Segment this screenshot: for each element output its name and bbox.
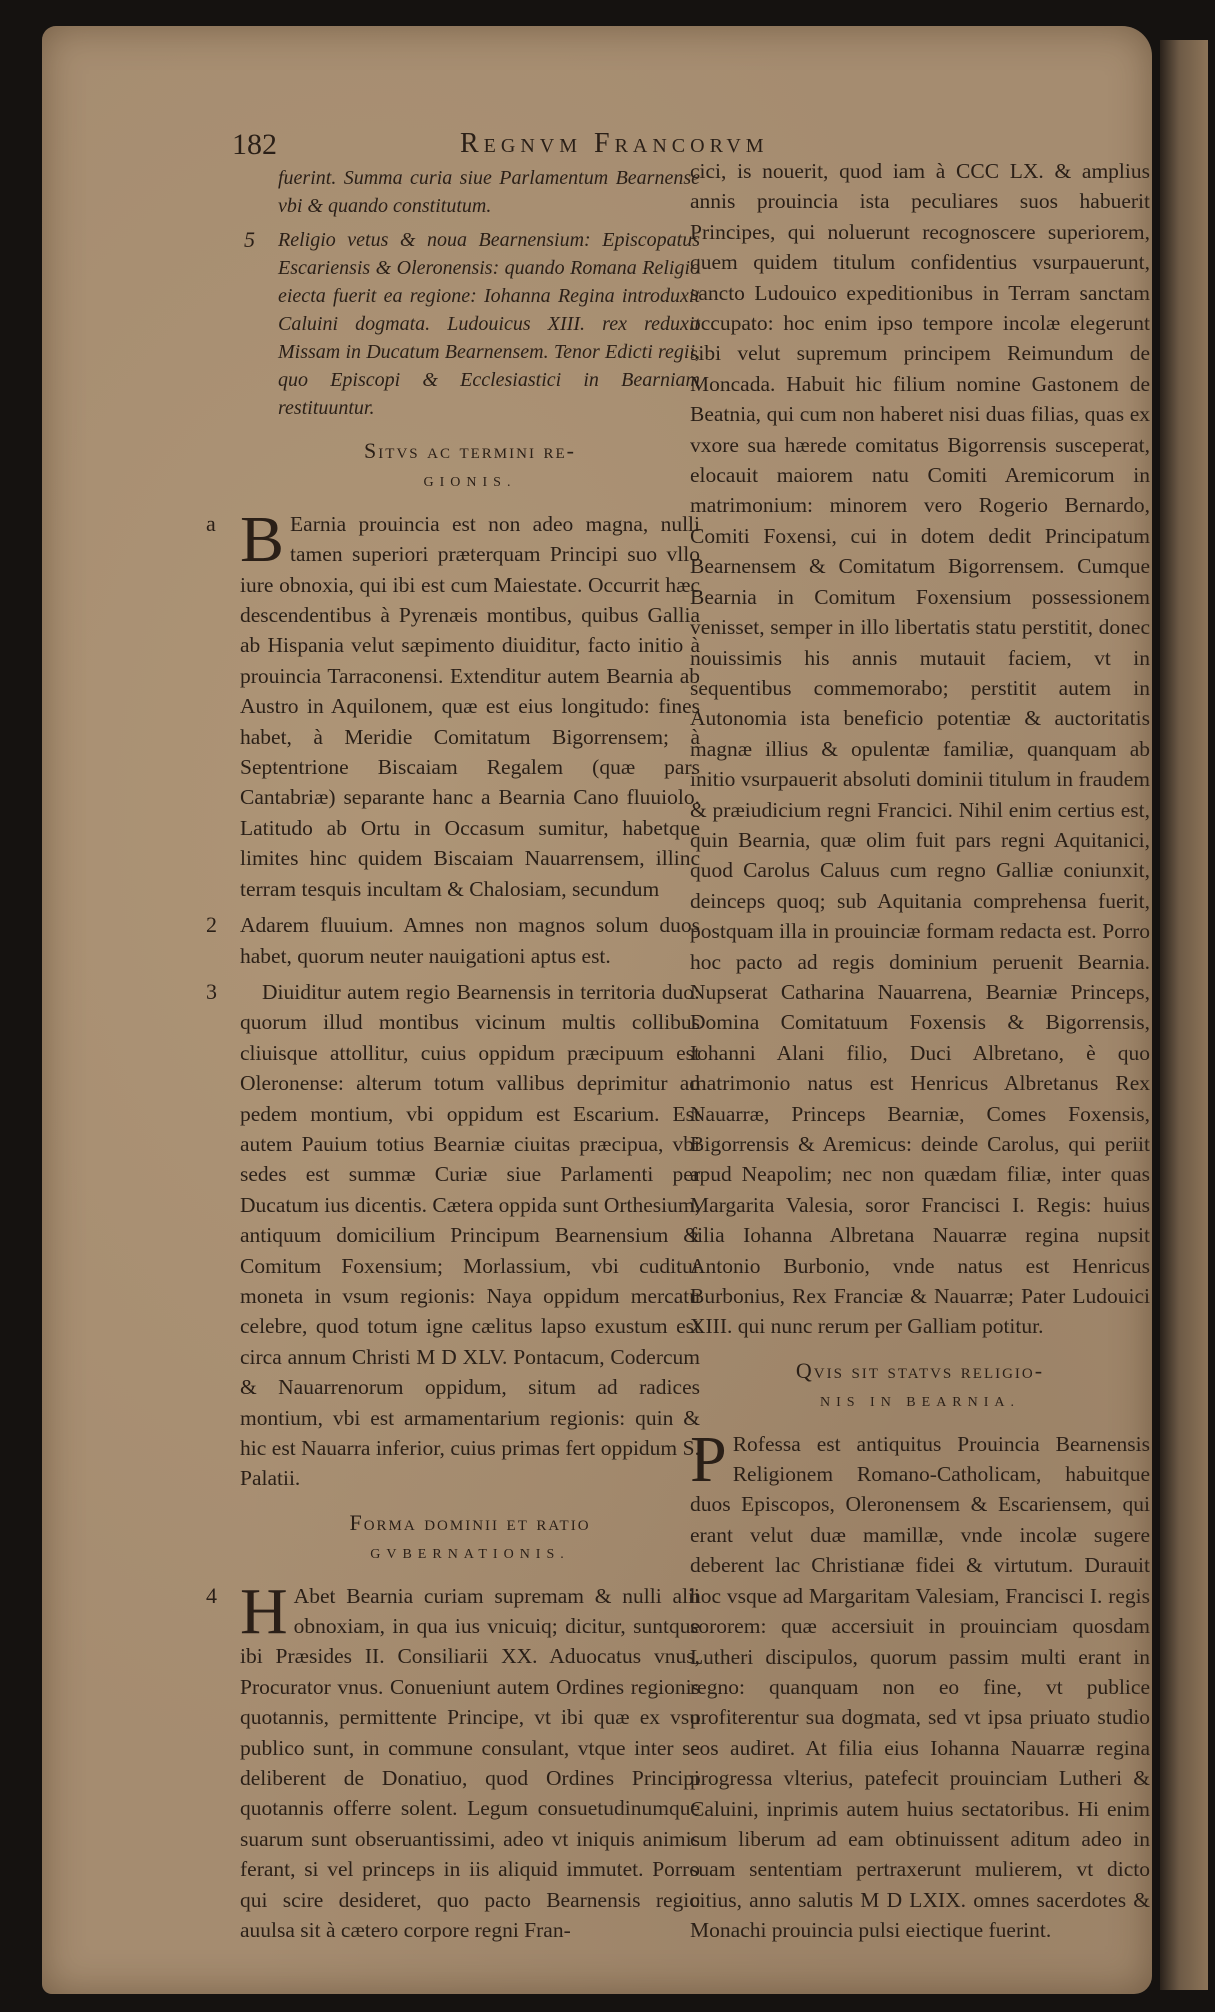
paragraph-history: cici, is nouerit, quod iam à CCC LX. & amplius annis prouincia ista peculiares suos habuerit Principes, qui noluerunt recognoscere superiorem, quem quidem titulum confidentius vsurpauerunt, sancto Ludouico expeditionibus in Terram sanctam occupato: hoc enim ipso tempore incolæ elegerunt sibi velut supremum principem Reimundum de Moncada. Habuit hic filium nomine Gastonem de Beatnia, qui cum non haberet nisi duas filias, quas ex vxore sua hærede comitatus Bigorrensis susceperat, elocauit maiorem natu Comiti Aremicorum in matrimonium: minorem vero Rogerio Bernardo, Comiti Foxensi, cui in dotem dedit Principatum Bearnensem & Comitatum Bigorrensem. Cumque Bearnia in Comitum Foxensium possessionem venisset, semper in illo libertatis statu perstitit, donec nouissimis his annis mutauit faciem, vt in sequentibus commemorabo; perstitit autem in Autonomia ista beneficio potentiæ & auctoritatis magnæ illius & opulentæ familiæ, quanquam ab initio vsurpauerit absoluti dominii titulum in fraudem & præiudicium regni Francici. Nihil enim certius est, quin Bearnia, quæ olim fuit pars regni Aquitanici, quod Carolus Caluus cum regno Galliæ coniunxit, deinceps quoq; sub Aquitania comprehensa fuerit, postquam illa in prouinciæ formam redacta est. Porro hoc pacto ad regis dominium peruenit Bearnia. Nupserat Catharina Nauarrena, Bearniæ Princeps, Domina Comitatuum Foxensis & Bigorrensis, Iohanni Alani filio, Duci Albretano, è quo matrimonio natus est Henricus Albretanus Rex Nauarræ, Princeps Bearniæ, Comes Foxensis, Bigorrensis & Aremicus: deinde Carolus, qui periit apud Neapolim; nec non quædam filiæ, inter quas Margarita Valesia, soror Francisci I. Regis: huius filia Iohanna Albretana Nauarræ regina nupsit Antonio Burbonio, vnde natus est Henricus Burbonius, Rex Franciæ & Nauarræ; Pater Ludouici XIII. qui nunc rerum per Galliam potitur. [690, 159, 1150, 1339]
running-head: Regnvm Francorvm [460, 128, 769, 159]
drop-cap: P [690, 1422, 727, 1496]
right-column [690, 156, 1150, 1952]
section-subheading-religio: NIS IN BEARNIA. [819, 1395, 1021, 1411]
section-subheading-situs: GIONIS. [423, 475, 517, 491]
paragraph-curia [206, 1574, 700, 1946]
left-column [206, 164, 700, 1952]
section-heading-situs: Sitvs ac termini re- [364, 438, 576, 463]
margin-number: 2 [206, 912, 217, 938]
paragraph-rivers [206, 910, 700, 971]
section-subheading-forma: GVBERNATIONIS. [370, 1547, 570, 1563]
adjacent-page-edge [1160, 40, 1208, 1990]
section-heading-forma: Forma dominii et ratio [349, 1509, 591, 1535]
drop-cap: H [240, 1574, 288, 1648]
paragraph-text: Diuiditur autem regio Bearnensis in territoria duo: quorum illud montibus vicinum multis collibus cliuisque attollitur, cuius oppidum præcipuum est Oleronense: alterum totum vallibus deprimitur ad pedem montium, vbi oppidum est Escarium. Est autem Pauium totius Bearniæ ciuitas præcipua, vbi sedes est summæ Curiæ siue Parlamenti per Ducatum ius dicentis. Cætera oppida sunt Orthesium, antiquum domicilium Principum Bearnensium & Comitum Foxensium; Morlassium, vbi cuditur moneta in vsum regionis: Naya oppidum mercatu celebre, quod totum igne cælitus lapso exustum est circa annum Christi M D XLV. Pontacum, Codercum & Nauarrenorum oppidum, situm ad radices montium, vbi est armamentarium regionis: quin & hic est Nauarra inferior, cuius primas fert oppidum S. Palatii. [240, 979, 700, 1491]
paragraph-text: Rofessa est antiquitus Prouincia Bearnensis Religionem Romano-Catholicam, habuitque duos Episcopos, Oleronensem & Escariensem, qui erant velut duæ mamillæ, vnde incolæ sugere deberent lac Christianæ fidei & virtutum. Durauit hoc vsque ad Margaritam Valesiam, Francisci I. regis sororem: quæ accersiuit in prouinciam quosdam Lutheri discipulos, quorum passim multi erant in regno: quanquam non eo fine, vt publice profiterentur sua dogmata, sed vt ipsa priuato studio eos audiret. At filia eius Iohanna Nauarræ regina progressa vlterius, patefecit prouinciam Lutheri & Caluini, inprimis autem huius sectatoribus. Hi enim cum liberum ad eam obtinuissent aditum adeo in suam sententiam pertraxerunt mulierem, vt dicto citius, anno salutis M D LXIX. omnes sacerdotes & Monachi prouincia pulsi eiectique fuerint. [690, 1431, 1150, 1943]
paragraph-religio [690, 1422, 1150, 1946]
section-heading-religio: Qvis sit statvs religio- [795, 1357, 1045, 1383]
summary-continuation: fuerint. Summa curia siue Parlamentum Bearnense vbi & quando constitutum. [278, 167, 700, 217]
drop-cap: B [240, 502, 285, 576]
paragraph-text: Abet Bearnia curiam supremam & nulli alii obnoxiam, in qua ius vnicuiq; dicitur, suntque ibi Præsides II. Consiliarii XX. Aduocatus vnus, Procurator vnus. Conueniunt autem Ordines regionis quotannis, permittente Principe, vt ibi quæ ex vsu publico sunt, in commune consulant, vtque inter se deliberent de Donatiuo, quod Ordines Principi quotannis offerre solent. Legum consuetudinumque suarum sunt obseruantissimi, adeo vt iniquis animis ferant, si vel princeps in iis aliquid immutet. Porro qui scire desideret, quo pacto Bearnensis regio auulsa sit à cætero corpore regni Fran- [240, 1583, 700, 1943]
margin-number: 4 [206, 1582, 217, 1608]
paragraph-text: Earnia prouincia est non adeo magna, nulli tamen superiori præterquam Principi suo vllo iure obnoxia, qui ibi est cum Maiestate. Occurrit hæc descendentibus à Pyrenæis montibus, quibus Gallia ab Hispania velut sæpimento diuiditur, facto initio à prouincia Tarraconensi. Extenditur autem Bearnia ab Austro in Aquilonem, quæ est eius longitudo: fines habet, à Meridie Comitatum Bigorrensem; à Septentrione Biscaiam Regalem (quæ pars Cantabriæ) separante hanc a Bearnia Cano fluuiolo. Latitudo ab Ortu in Occasum sumitur, habetque limites hinc quidem Biscaiam Nauarrensem, illinc terram tesquis incultam & Chalosiam, secundum [240, 511, 700, 901]
margin-letter: a [206, 510, 216, 536]
page-number: 182 [232, 128, 277, 161]
paragraph-territoria [206, 977, 700, 1494]
paragraph-situs [206, 502, 700, 904]
margin-number: 5 [244, 227, 255, 252]
summary-item-5 [240, 226, 700, 422]
margin-number: 3 [206, 978, 217, 1004]
summary-text: Religio vetus & noua Bearnensium: Episcopatus Escariensis & Oleronensis: quando Romana Religio eiecta fuerit ea regione: Iohanna Regina introduxit Caluini dogmata. Ludouicus XIII. rex reduxit Missam in Ducatum Bearnensem. Tenor Edicti regii, quo Episcopi & Ecclesiastici in Bearniam restituuntur. [278, 229, 700, 419]
paragraph-text: Adarem fluuium. Amnes non magnos solum duos habet, quorum neuter nauigationi aptus est. [240, 913, 700, 968]
